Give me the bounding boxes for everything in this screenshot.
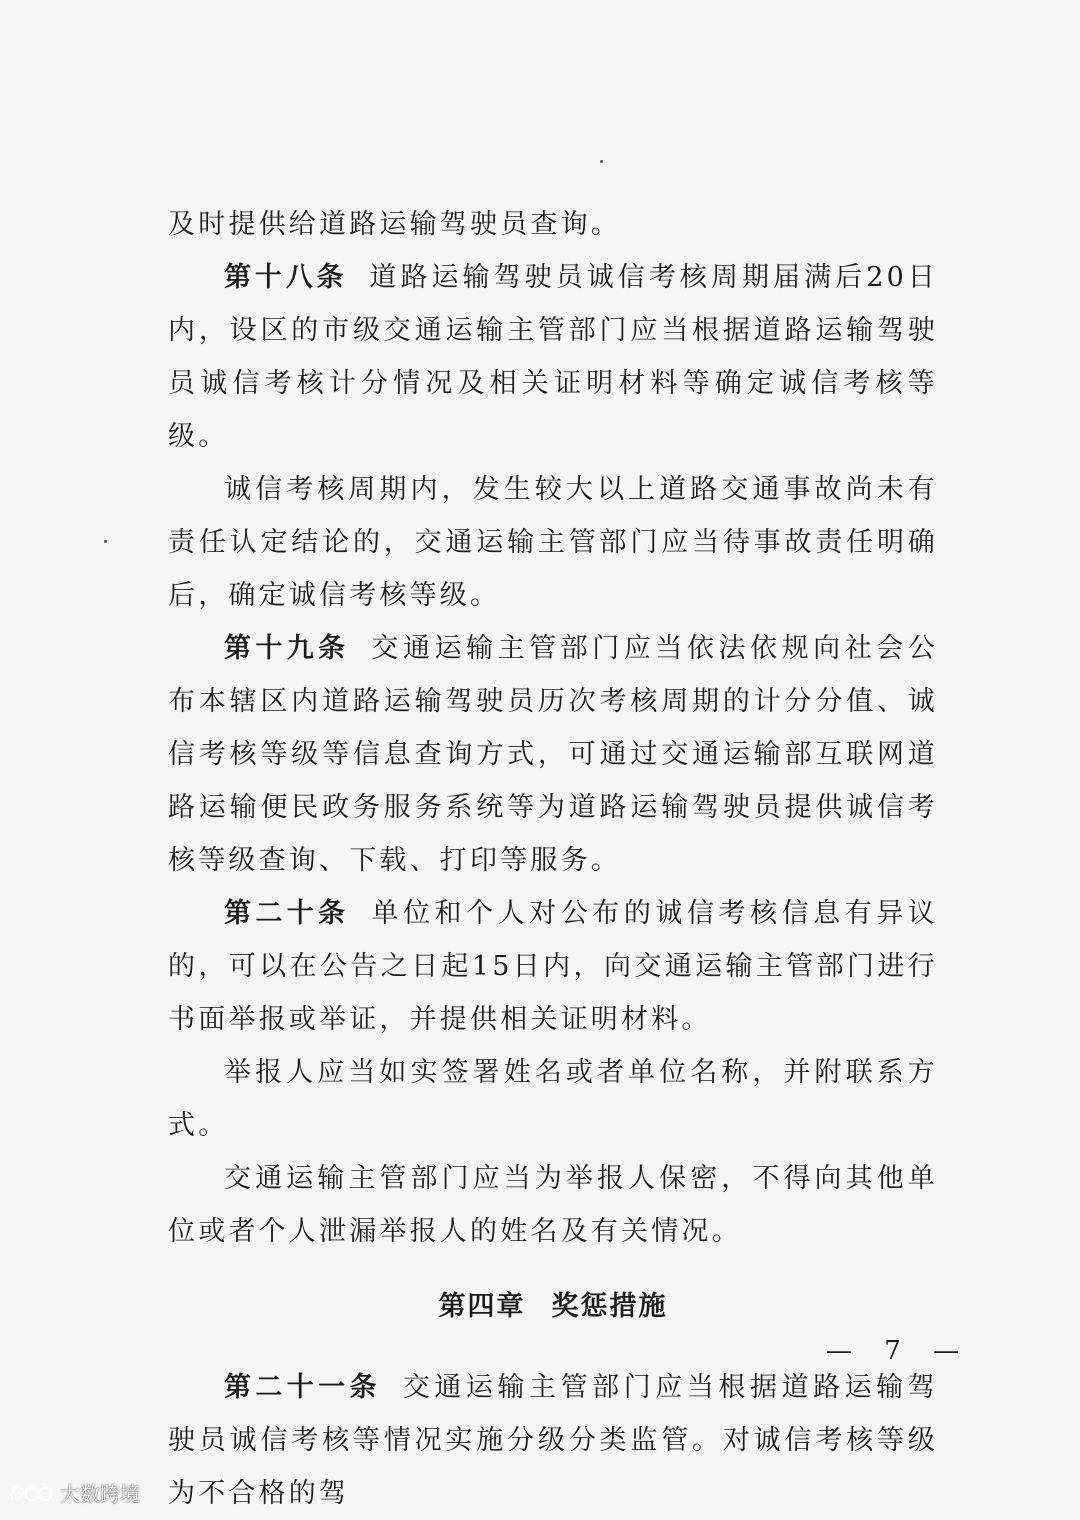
- article-number: 第二十条: [224, 898, 350, 929]
- paragraph-text: 举报人应当如实签署姓名或者单位名称，并附联系方式。: [168, 1057, 938, 1141]
- watermark-logo-icon: [8, 1480, 54, 1506]
- article-paragraph: [168, 1361, 938, 1520]
- paragraph-text: 交通运输主管部门应当依法依规向社会公布本辖区内道路运输驾驶员历次考核周期的计分分值、诚信考核等级等信息查询方式，可通过交通运输部互联网道路运输便民政务服务系统等为道路运输驾驶员提供诚信考核等级查询、下载、打印等服务。: [168, 633, 939, 876]
- article-paragraph: [168, 622, 938, 887]
- scan-speck: [104, 540, 107, 543]
- chapter-heading: [168, 1280, 938, 1333]
- paragraph: [168, 198, 938, 251]
- paragraph-text: 交通运输主管部门应当为举报人保密，不得向其他单位或者个人泄漏举报人的姓名及有关情况。: [168, 1163, 938, 1247]
- paragraph-text: 单位和个人对公布的诚信考核信息有异议的，可以在公告之日起15日内，向交通运输主管部门进行书面举报或举证，并提供相关证明材料。: [168, 898, 939, 1035]
- paragraph-text: 交通运输主管部门应当根据道路运输驾驶员诚信考核等情况实施分级分类监管。对诚信考核等级为不合格的驾: [168, 1372, 938, 1509]
- article-number: 第十八条: [224, 262, 348, 293]
- article-number: 第二十一条: [224, 1372, 381, 1403]
- article-paragraph: [168, 251, 938, 463]
- chapter-title: 奖惩措施: [551, 1291, 668, 1322]
- article-paragraph: [168, 887, 938, 1046]
- chapter-number: 第四章: [438, 1291, 526, 1322]
- document-body: [168, 198, 938, 1520]
- paragraph: [168, 1152, 938, 1258]
- article-number: 第十九条: [224, 633, 350, 664]
- paragraph: [168, 463, 938, 622]
- paragraph-text: 道路运输驾驶员诚信考核周期届满后20日内，设区的市级交通运输主管部门应当根据道路运输驾驶员诚信考核计分情况及相关证明材料等确定诚信考核等级。: [168, 262, 939, 452]
- watermark-text: 大数跨境: [60, 1482, 140, 1506]
- paragraph: [168, 1046, 938, 1152]
- watermark: [8, 1478, 140, 1507]
- scan-speck: [600, 160, 603, 163]
- paragraph-text: 诚信考核周期内，发生较大以上道路交通事故尚未有责任认定结论的，交通运输主管部门应当待事故责任明确后，确定诚信考核等级。: [168, 474, 938, 611]
- paragraph-text: 及时提供给道路运输驾驶员查询。: [168, 209, 621, 240]
- page-number: — 7 —: [826, 1336, 972, 1366]
